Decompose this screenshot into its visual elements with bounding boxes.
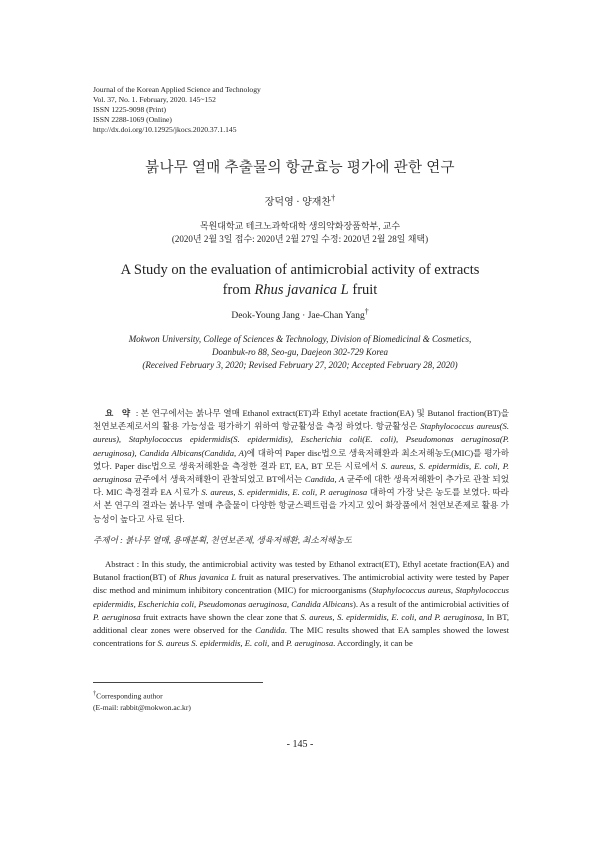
issn-print: ISSN 1225-9098 (Print) [93,105,166,114]
korean-abstract-label: 요 약 [105,408,134,418]
english-title-line2 [0,280,600,300]
english-title [0,260,600,300]
english-abstract-italic: P. aeruginosa [286,638,334,649]
english-abstract-italic: P. aeruginosa [93,611,141,622]
english-abstract-text: fruit as natural preservatives. The antimicrobial activity were tested by Paper disc method and minimum inhibitory concentration (MIC) for microorganisms ( [93,572,509,596]
korean-abstract-text: )에 대하여 Paper disc법으로 생육저해환과 최소저해농도(MIC)를 평가하였다. Paper disc법으로 생육저해환을 측정한 결과 ET, EA, BT 모든 시료에서 [93,447,510,471]
korean-authors [0,193,600,208]
korean-abstract-text: 균주에서 생육저해환이 관찰되었고 BT에서는 [131,474,305,485]
english-authors [0,307,600,321]
korean-dates: (2020년 2월 3일 접수: 2020년 2월 27일 수정: 2020년 2월 28일 채택) [171,234,429,244]
english-title-fruit: fruit [348,282,378,298]
footnote-author [93,688,191,702]
english-abstract [93,558,509,650]
korean-abstract-italic: Staphylococcus aureus(S. aureus), Staphylococcus epidermidis(S. epidermidis), Escherichia coli(E. coli), Pseudomonas aeruginosa(P. aeruginosa), Candida Albicans(Candida, A [93,421,509,458]
footnote-mark: † [93,690,97,697]
keywords-text: 붉나무 열매, 용매분획, 천연보존제, 생육저해환, 최소저해농도 [122,535,352,545]
english-title-line1: A Study on the evaluation of antimicrobial activity of extracts [120,262,480,278]
english-affiliation-line1: Mokwon University, College of Sciences & Technology, Division of Biomedicinal & Cosmetics, [128,334,472,344]
english-abstract-label: Abstract [105,559,135,569]
english-abstract-text: . Accordingly, it can be [333,638,413,649]
english-title-species: Rhus javanica L [254,282,349,298]
english-authors-names: Deok-Young Jang · Jae-Chan Yang [231,311,365,322]
footnote [93,688,191,713]
korean-authors-names: 장덕영 · 양재찬 [264,197,332,208]
english-abstract-italic: S. aureus, S. epidermidis, E. coli, and P. aeruginosa [300,611,483,622]
english-author-mark: † [364,307,369,316]
korean-abstract-text: 대하여 가장 낮은 농도를 보였다. 따라서 본 연구의 결과는 붉나무 열매 추출물이 다양한 항균스펙트럼을 가지고 있어 화장품에서 천연보존제로 활용 가능성이 높다고 사료 된다. [93,487,509,524]
journal-name: Journal of the Korean Applied Science and Technology [93,85,261,94]
korean-author-mark: † [331,193,336,203]
korean-abstract-text: : 본 연구에서는 붉나무 열매 Ethanol extract(ET)과 Ethyl acetate fraction(EA) 및 Butanol fraction(BT)을 천연보존제로서의 활용 가능성을 평가하기 위하여 항균활성을 측정 하였다. 항균활성은 [93,408,509,432]
korean-abstract-text: 균주에 대한 생육저해환이 추가로 관찰 되었다. MIC 측정결과 EA 시료가 [93,474,509,498]
english-dates: (Received February 3, 2020; Revised February 27, 2020; Accepted February 28, 2020) [142,360,458,370]
korean-abstract [93,407,509,526]
footnote-email: (E-mail: rabbit@mokwon.ac.kr) [93,702,191,712]
korean-abstract-italic: S. aureus, S. epidermidis, E. coli, P. aeruginosa [93,460,510,485]
english-affiliation [0,333,600,372]
korean-title: 붉나무 열매 추출물의 항균효능 평가에 관한 연구 [145,160,455,176]
english-affiliation-line2: Doanbuk-ro 88, Seo-gu, Daejeon 302-729 Korea [211,347,389,357]
english-abstract-text: ). As a result of the antimicrobial activities of [352,598,510,609]
korean-affiliation-text: 목원대학교 테크노과학대학 생의약화장품학부, 교수 [199,221,401,231]
korean-affiliation [0,220,600,246]
english-abstract-italic: Candida [255,625,285,636]
english-abstract-italic: Rhus javanica L [178,572,236,583]
footnote-label: Corresponding author [96,691,163,701]
english-abstract-text: , In BT, additional clear zones were observed for the [93,611,509,636]
english-abstract-text: . The MIC results showed that EA samples showed the lowest concentrations for [93,625,510,649]
english-abstract-text: : In this study, the antimicrobial activity was tested by Ethanol extract(ET), Ethyl acetate fraction(EA) and Butanol fraction(BT) of [93,559,509,583]
journal-info [93,85,261,135]
journal-volume: Vol. 37, No. 1. February, 2020. 145~152 [93,95,216,104]
keywords-label: 주제어 : [93,535,123,545]
doi-link[interactable]: http://dx.doi.org/10.12925/jkocs.2020.37.1.145 [93,125,237,134]
issn-online: ISSN 2288-1069 (Online) [93,115,172,124]
english-abstract-text: fruit extracts have shown the clear zone that [140,611,301,622]
footnote-divider [93,682,263,683]
english-abstract-text: , and [267,638,287,649]
english-title-from: from [222,282,255,298]
english-abstract-italic: Staphylococcus aureus, Staphylococcus epidermidis, Escherichia coli, Pseudomonas aeruginosa, Candida Albicans [93,585,509,609]
korean-abstract-italic: Candida, A [304,474,345,485]
korean-abstract-italic: S. aureus, S. epidermidis, E. coli, P. aeruginosa [201,487,368,498]
keywords [93,534,509,547]
english-abstract-italic: S. aureus S. epidermidis, E. coli [157,638,268,649]
page-number: - 145 - [286,739,314,750]
